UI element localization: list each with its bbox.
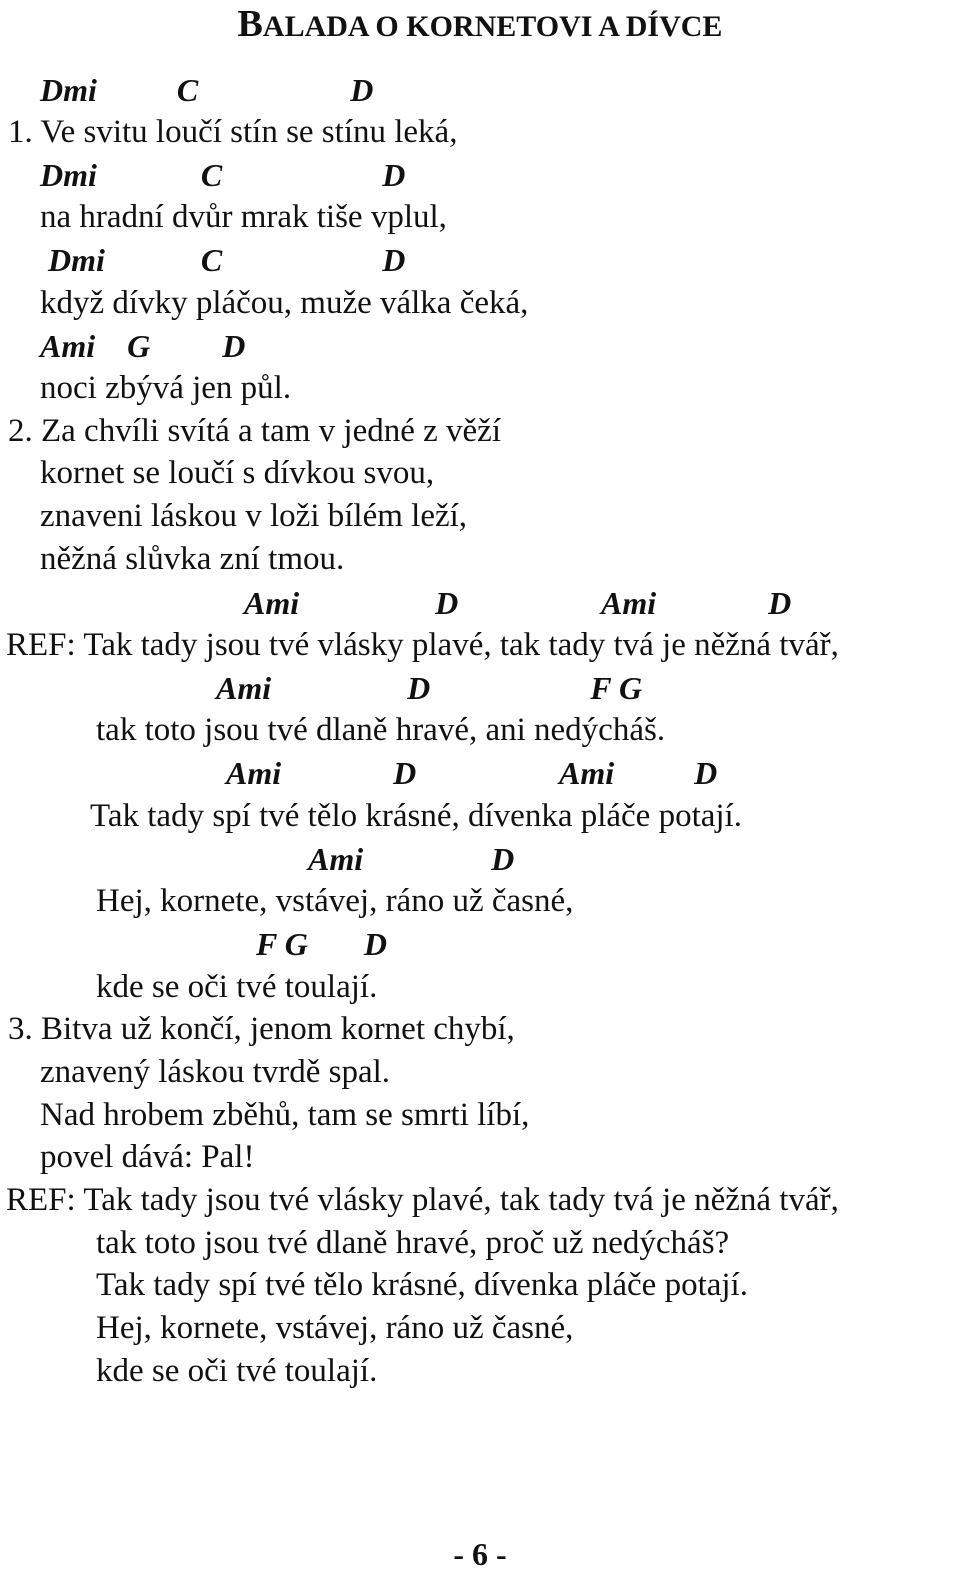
chord-line: Ami D Ami D bbox=[226, 755, 718, 791]
lyric-line: 1. Ve svitu loučí stín se stínu leká, bbox=[8, 114, 458, 150]
chord-line: Ami D F G bbox=[216, 670, 643, 706]
chord-line: Ami G D bbox=[40, 328, 246, 364]
page-number: - 6 - bbox=[453, 1536, 507, 1572]
lyric-line: znaveni láskou v loži bílém leží, bbox=[40, 498, 468, 534]
chord-line: F G D bbox=[256, 926, 387, 962]
lyric-line: kornet se loučí s dívkou svou, bbox=[40, 455, 435, 491]
chord-line: Ami D Ami D bbox=[244, 585, 792, 621]
chord-line: Dmi C D bbox=[40, 157, 406, 193]
chord-line: Dmi C D bbox=[40, 242, 406, 278]
song-title-initial: B bbox=[237, 3, 263, 45]
lyric-line: povel dává: Pal! bbox=[40, 1139, 255, 1175]
lyric-line: REF: Tak tady jsou tvé vlásky plavé, tak tady tvá je něžná tvář, bbox=[6, 627, 839, 663]
song-title bbox=[0, 4, 960, 47]
song-title-rest: ALADA O KORNETOVI A DÍVCE bbox=[262, 10, 723, 43]
lyric-line: REF: Tak tady jsou tvé vlásky plavé, tak tady tvá je něžná tvář, bbox=[6, 1182, 839, 1218]
lyric-line: noci zbývá jen půl. bbox=[40, 370, 292, 406]
chord-line: Dmi C D bbox=[40, 72, 374, 108]
lyric-line: Tak tady spí tvé tělo krásné, dívenka pláče potají. bbox=[96, 1267, 748, 1303]
lyric-line: kde se oči tvé toulají. bbox=[96, 1353, 378, 1389]
lyric-line: Tak tady spí tvé tělo krásné, dívenka pláče potají. bbox=[90, 798, 742, 834]
lyric-line: Hej, kornete, vstávej, ráno už časné, bbox=[96, 1310, 574, 1346]
lyric-line: když dívky pláčou, muže válka čeká, bbox=[40, 285, 529, 321]
chord-line: Ami D bbox=[308, 841, 515, 877]
lyric-line: znavený láskou tvrdě spal. bbox=[40, 1054, 391, 1090]
lyric-line: 2. Za chvíli svítá a tam v jedné z věží bbox=[8, 413, 501, 449]
lyric-line: tak toto jsou tvé dlaně hravé, proč už nedýcháš? bbox=[96, 1225, 730, 1261]
lyric-line: kde se oči tvé toulají. bbox=[96, 969, 378, 1005]
lyric-line: 3. Bitva už končí, jenom kornet chybí, bbox=[8, 1011, 515, 1047]
lyric-line: tak toto jsou tvé dlaně hravé, ani nedýcháš. bbox=[96, 712, 666, 748]
lyric-line: Hej, kornete, vstávej, ráno už časné, bbox=[96, 883, 574, 919]
lyric-line: Nad hrobem zběhů, tam se smrti líbí, bbox=[40, 1097, 530, 1133]
lyric-line: něžná slůvka zní tmou. bbox=[40, 541, 345, 577]
lyric-line: na hradní dvůr mrak tiše vplul, bbox=[40, 199, 447, 235]
